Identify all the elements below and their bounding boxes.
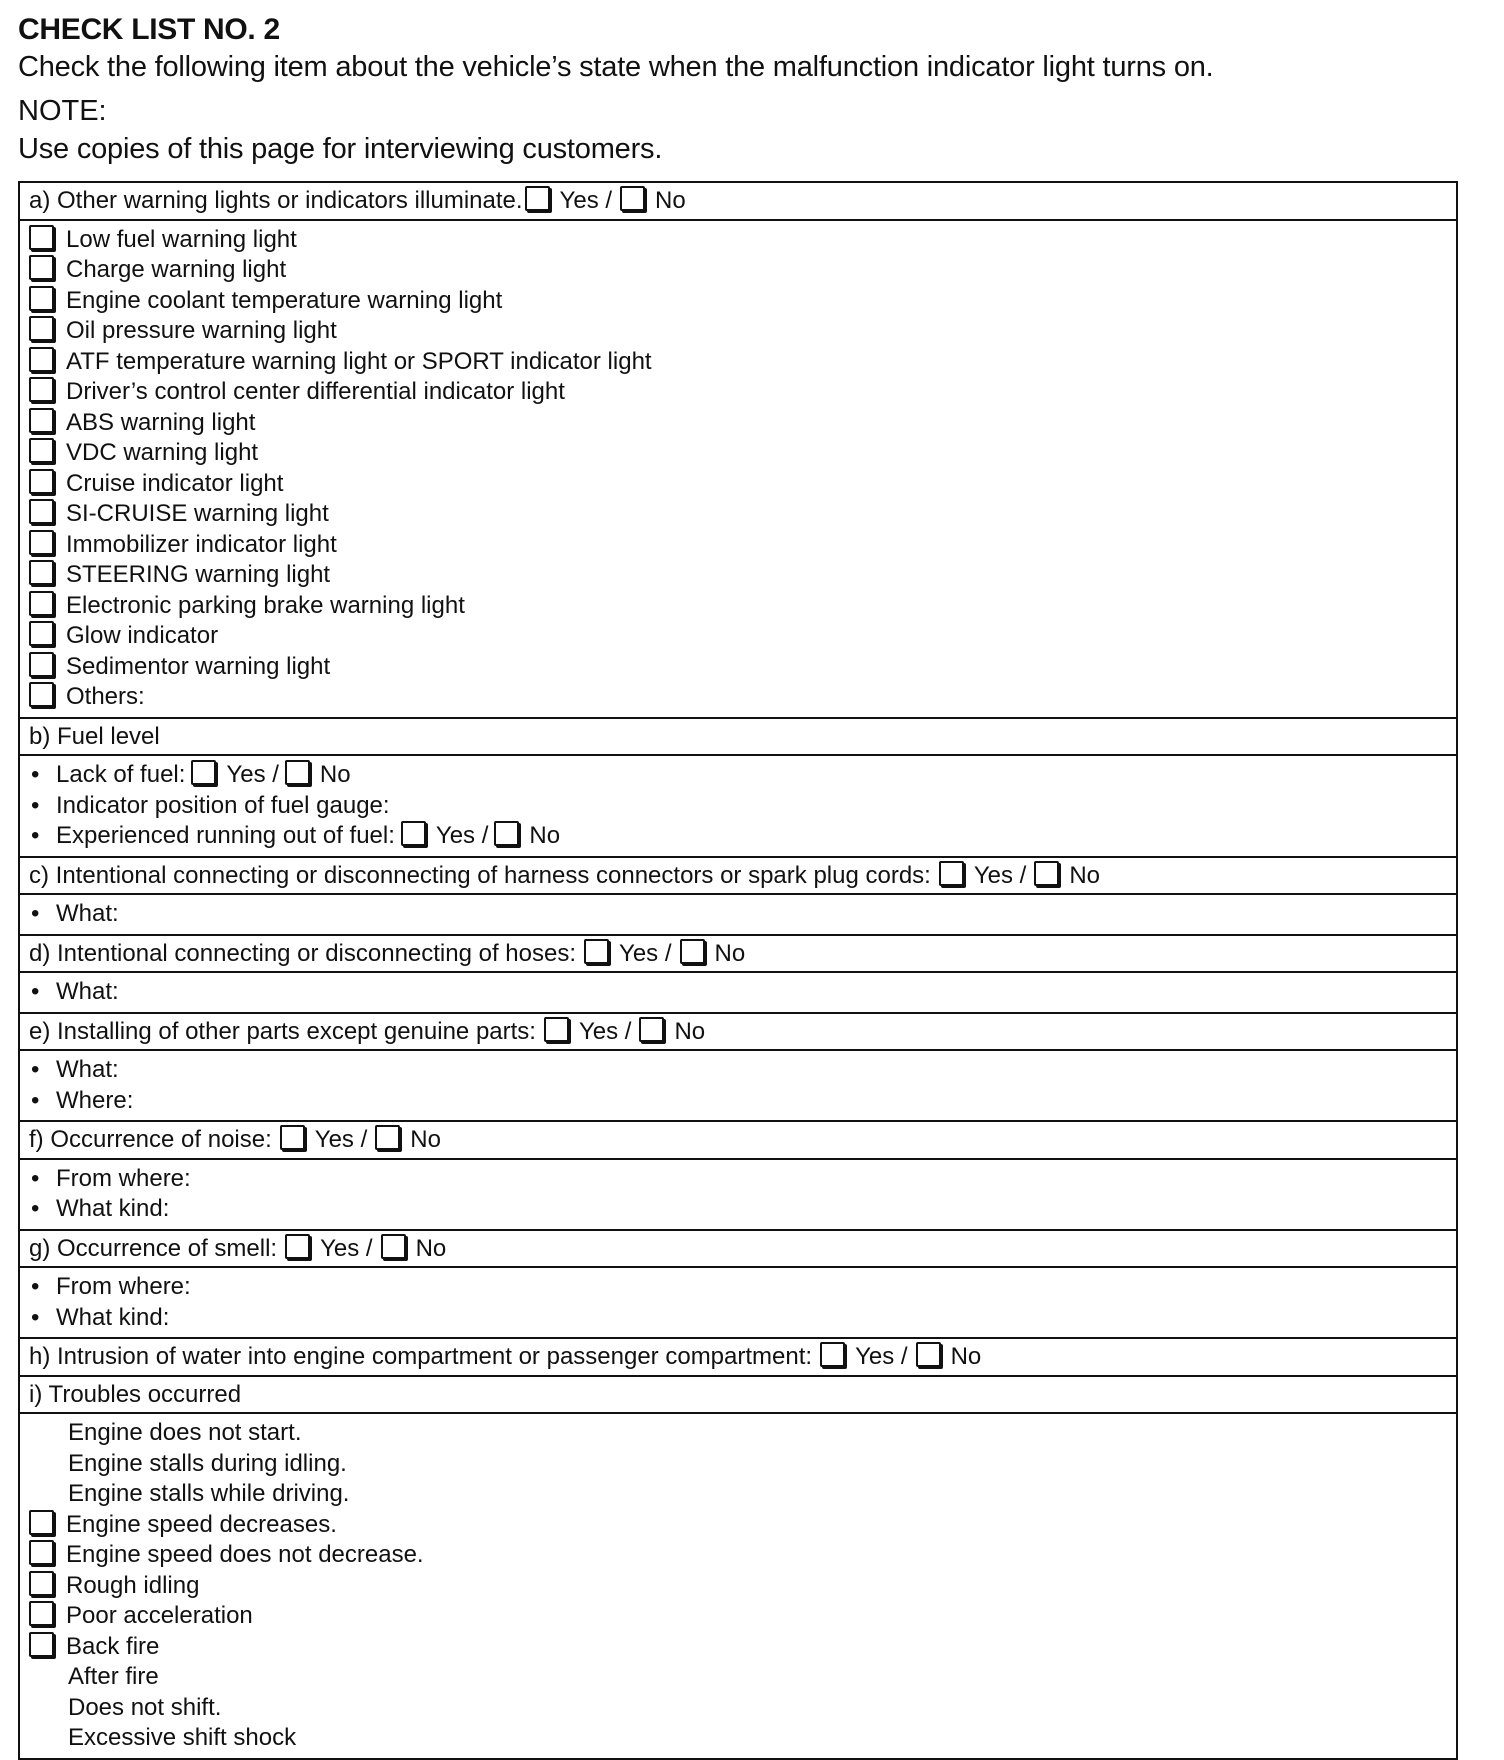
bullet: • [31,761,40,788]
section-h-label: h) Intrusion of water into engine compartment or passenger compartment: [29,1343,813,1370]
checkbox[interactable] [29,530,54,555]
section-c-no-checkbox[interactable] [1034,861,1059,886]
list-item [29,316,1456,347]
where-label: Where: [56,1086,134,1114]
list-item [29,1194,1456,1225]
list-item [29,1693,1456,1724]
yes-label: Yes / [855,1343,908,1370]
checklist-form [18,181,1458,1760]
checkbox[interactable] [29,347,54,372]
checkbox[interactable] [29,1601,54,1626]
item-label: Engine stalls while driving. [68,1480,350,1507]
no-label: No [529,822,561,849]
item-label: ABS warning light [66,408,256,436]
item-label: Back fire [66,1632,160,1660]
section-d-no-checkbox[interactable] [680,939,705,964]
section-e-yes-checkbox[interactable] [544,1017,569,1042]
list-item [29,682,1456,713]
what-label: What: [56,1056,119,1083]
list-item [29,1510,1456,1541]
fuel-gauge-label: Indicator position of fuel gauge: [56,791,390,819]
item-label: STEERING warning light [66,561,331,588]
ran-out-no-checkbox[interactable] [494,821,519,846]
no-label: No [415,1234,447,1262]
section-i-header [20,1377,1456,1415]
what-label: What: [56,978,119,1005]
item-label: Immobilizer indicator light [66,530,337,558]
list-item [29,255,1456,286]
bullet: • [31,1056,40,1083]
no-label: No [410,1126,441,1153]
bullet: • [31,1164,40,1192]
section-d-yes-checkbox[interactable] [584,939,609,964]
checkbox[interactable] [29,225,54,250]
list-item [29,1662,1456,1693]
list-item [29,1303,1456,1334]
bullet: • [31,791,40,819]
page-title: CHECK LIST NO. 2 [18,13,280,46]
section-i-label: i) Troubles occurred [29,1380,242,1408]
no-label: No [1069,861,1101,889]
item-label: Cruise indicator light [66,469,284,497]
item-label: Does not shift. [68,1693,222,1721]
section-c-label: c) Intentional connecting or disconnecting of harness connectors or spark plug cords: [29,861,931,889]
item-label: Electronic parking brake warning light [66,591,465,619]
section-f-no-checkbox[interactable] [375,1125,400,1150]
item-label: Engine coolant temperature warning light [66,286,503,314]
yes-label: Yes / [619,939,672,967]
checkbox[interactable] [29,560,54,585]
section-f-header [20,1122,1456,1160]
checkbox[interactable] [29,255,54,280]
list-item [29,438,1456,469]
what-kind-label: What kind: [56,1303,170,1331]
checkbox[interactable] [29,438,54,463]
section-f-items [20,1160,1456,1231]
list-item [29,1055,1456,1086]
bullet: • [31,1273,40,1300]
list-item [29,408,1456,439]
section-h-yes-checkbox[interactable] [820,1342,845,1367]
list-item [29,1479,1456,1510]
checkbox[interactable] [29,682,54,707]
no-label: No [674,1017,706,1045]
list-item [29,530,1456,561]
bullet: • [31,1195,40,1222]
list-item [29,791,1456,822]
note-text: Use copies of this page for interviewing customers. [18,133,663,165]
list-item [29,1272,1456,1303]
checkbox[interactable] [29,1540,54,1565]
item-label: Others: [66,683,145,710]
item-label: Oil pressure warning light [66,317,337,344]
list-item [29,760,1456,791]
section-i-items [20,1414,1456,1758]
item-label: Engine speed decreases. [66,1510,337,1538]
list-item [29,899,1456,930]
section-d-items [20,973,1456,1014]
section-a-yes-checkbox[interactable] [525,186,550,211]
yes-label: Yes / [973,861,1027,889]
item-label: SI-CRUISE warning light [66,500,329,527]
section-e-header [20,1014,1456,1052]
list-item [29,1449,1456,1480]
ran-out-label: Experienced running out of fuel: [56,822,395,849]
checkbox[interactable] [29,408,54,433]
section-h-header [20,1339,1456,1377]
what-label: What: [56,900,119,927]
section-d-label: d) Intentional connecting or disconnecting of hoses: [29,939,577,967]
list-item [29,977,1456,1008]
list-item [29,560,1456,591]
intro-text: Check the following item about the vehicle’s state when the malfunction indicator light turns on. [18,51,1214,83]
section-d-header [20,936,1456,974]
section-a-label: a) Other warning lights or indicators illuminate. [29,187,523,214]
item-label: Engine does not start. [68,1419,302,1446]
list-item [29,1601,1456,1632]
section-f-yes-checkbox[interactable] [280,1125,305,1150]
no-label: No [319,761,351,788]
item-label: Engine stalls during idling. [68,1449,347,1477]
yes-label: Yes / [320,1234,373,1262]
item-label: VDC warning light [66,439,259,466]
from-where-label: From where: [56,1273,191,1300]
checkbox[interactable] [29,1571,54,1596]
list-item [29,652,1456,683]
checkbox[interactable] [29,286,54,311]
yes-label: Yes / [226,761,279,788]
list-item [29,621,1456,652]
checkbox[interactable] [29,1632,54,1657]
section-g-items [20,1268,1456,1339]
checkbox[interactable] [29,1510,54,1535]
section-b-label: b) Fuel level [29,722,160,750]
checkbox[interactable] [29,621,54,646]
list-item [29,1571,1456,1602]
checkbox[interactable] [29,377,54,402]
section-c-items [20,895,1456,936]
checklist-page [18,0,1458,1751]
checkbox[interactable] [29,469,54,494]
checkbox[interactable] [29,591,54,616]
list-item [29,1418,1456,1449]
list-item [29,377,1456,408]
yes-label: Yes / [435,822,489,849]
list-item [29,347,1456,378]
list-item [29,1723,1456,1754]
checkbox[interactable] [29,499,54,524]
lack-of-fuel-yes-checkbox[interactable] [191,760,216,785]
bullet: • [31,978,40,1005]
bullet: • [31,822,40,849]
section-e-no-checkbox[interactable] [639,1017,664,1042]
list-item [29,1540,1456,1571]
list-item [29,821,1456,852]
section-a-header [20,183,1456,221]
section-e-items [20,1051,1456,1122]
checkbox[interactable] [29,316,54,341]
what-kind-label: What kind: [56,1195,170,1222]
list-item [29,499,1456,530]
from-where-label: From where: [56,1164,191,1192]
list-item [29,591,1456,622]
lack-of-fuel-label: Lack of fuel: [56,761,186,788]
note-label: NOTE: [18,95,107,127]
yes-label: Yes / [578,1017,632,1045]
section-g-yes-checkbox[interactable] [285,1234,310,1259]
section-g-label: g) Occurrence of smell: [29,1234,278,1262]
section-h-no-checkbox[interactable] [916,1342,941,1367]
no-label: No [950,1343,982,1370]
list-item [29,1086,1456,1117]
item-label: ATF temperature warning light or SPORT indicator light [66,347,652,375]
item-label: Glow indicator [66,622,219,649]
section-c-yes-checkbox[interactable] [939,861,964,886]
list-item [29,1164,1456,1195]
ran-out-yes-checkbox[interactable] [401,821,426,846]
bullet: • [31,1086,40,1114]
no-label: No [655,187,686,214]
section-g-header [20,1231,1456,1269]
yes-label: Yes / [314,1126,368,1153]
section-a-items [20,221,1456,719]
list-item [29,225,1456,256]
section-f-label: f) Occurrence of noise: [29,1126,272,1153]
item-label: After fire [68,1663,159,1690]
item-label: Sedimentor warning light [66,652,331,680]
item-label: Poor acceleration [66,1602,253,1629]
item-label: Rough idling [66,1571,200,1599]
item-label: Excessive shift shock [68,1724,297,1751]
no-label: No [714,939,746,967]
bullet: • [31,900,40,927]
section-b-header [20,719,1456,757]
list-item [29,469,1456,500]
item-label: Charge warning light [66,256,287,283]
item-label: Driver’s control center differential indicator light [66,378,565,405]
section-e-label: e) Installing of other parts except genuine parts: [29,1017,536,1045]
checkbox[interactable] [29,652,54,677]
list-item [29,1632,1456,1663]
bullet: • [31,1303,40,1331]
yes-label: Yes / [559,187,613,214]
item-label: Engine speed does not decrease. [66,1541,424,1568]
item-label: Low fuel warning light [66,225,297,253]
lack-of-fuel-no-checkbox[interactable] [285,760,310,785]
section-g-no-checkbox[interactable] [381,1234,406,1259]
section-c-header [20,858,1456,896]
section-b-items [20,756,1456,858]
list-item [29,286,1456,317]
section-a-no-checkbox[interactable] [620,186,645,211]
